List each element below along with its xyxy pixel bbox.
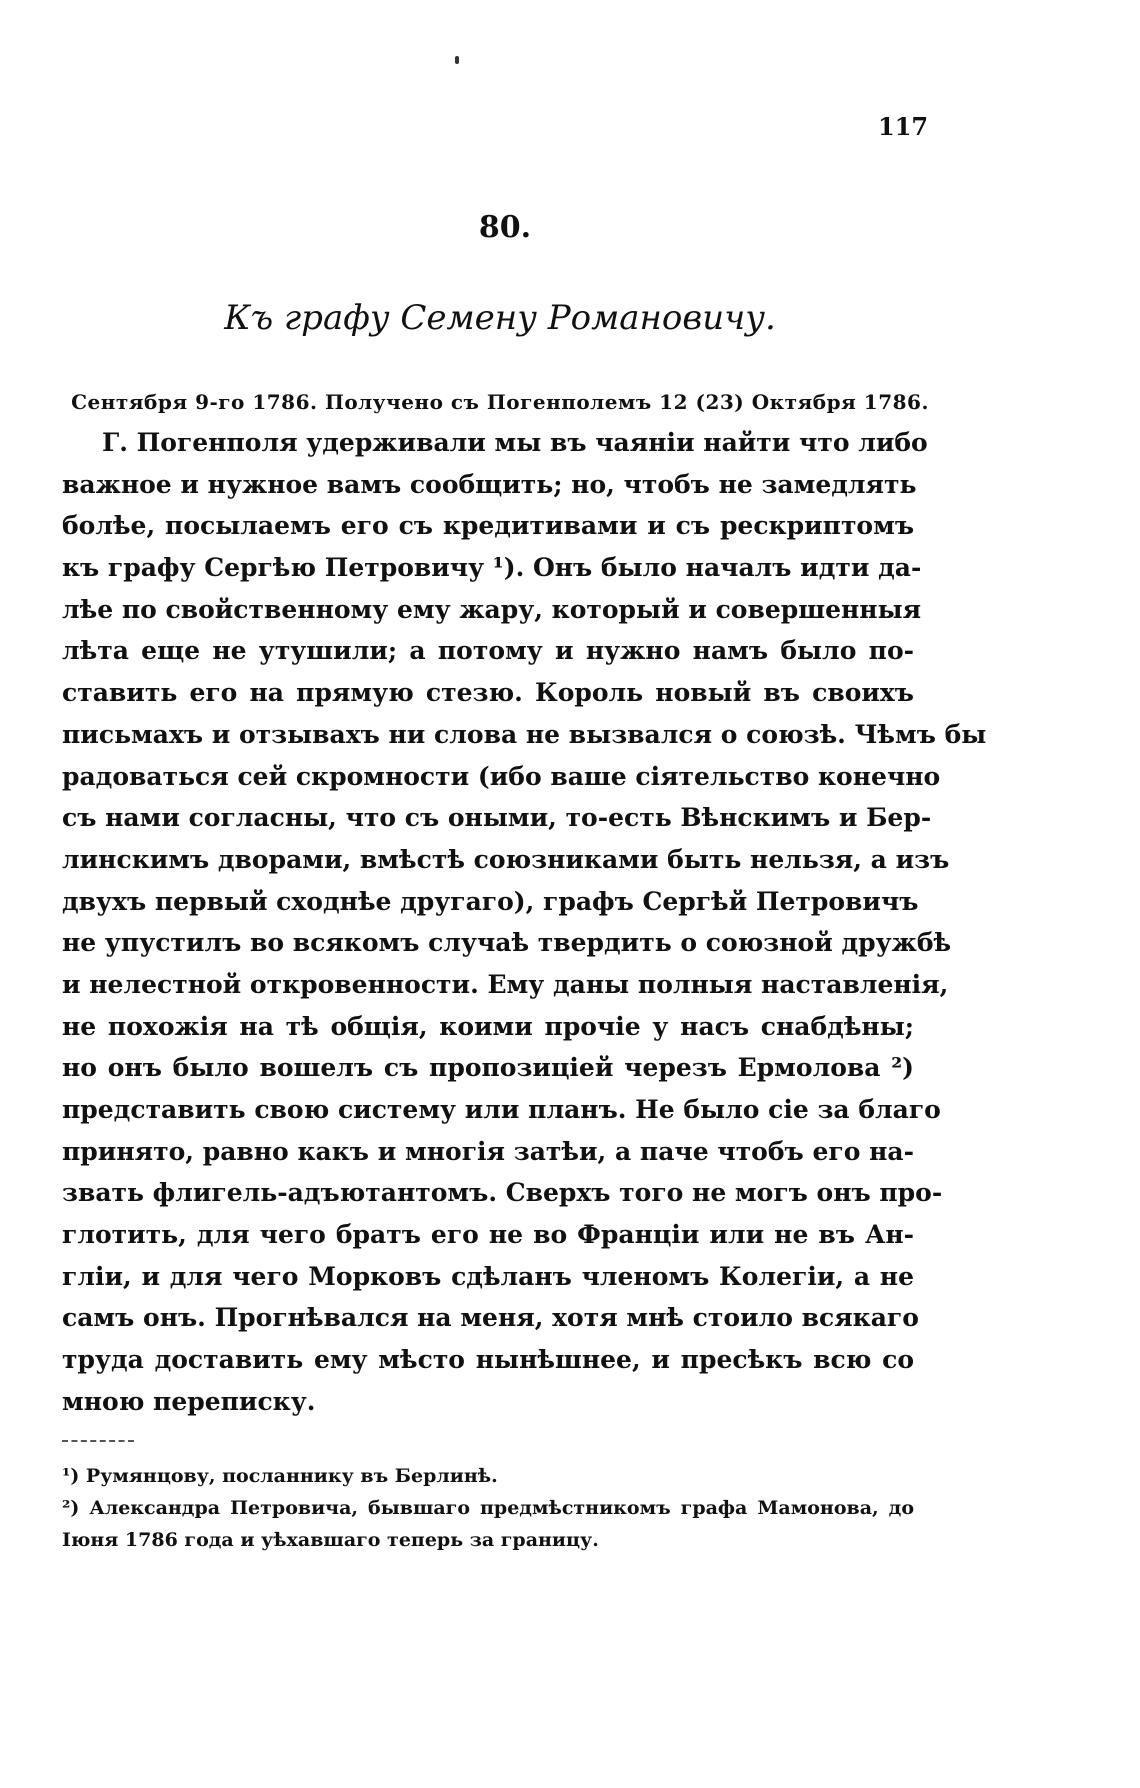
letter-body <box>62 422 987 1423</box>
body-line: представить свою систему или планъ. Не было сіе за благо <box>62 1095 941 1124</box>
body-line: письмахъ и отзывахъ ни слова не вызвался о союзѣ. Чѣмъ бы <box>62 719 987 749</box>
body-line: лѣта еще не утушили; а потому и нужно намъ было по- <box>62 636 914 666</box>
body-line: къ графу Сергѣю Петровичу ¹). Онъ было началъ идти да- <box>62 553 922 583</box>
body-line: линскимъ дворами, вмѣстѣ союзниками быть нельзя, а изъ <box>62 844 950 874</box>
ink-speck <box>455 56 459 64</box>
body-line: Г. Погенполя удерживали мы въ чаяніи найти что либо <box>102 428 928 457</box>
body-line: труда доставить ему мѣсто нынѣшнее, и пресѣкъ всю со <box>62 1345 914 1375</box>
body-line: болѣе, посылаемъ его съ кредитивами и съ рескриптомъ <box>62 511 914 541</box>
body-line: гліи, и для чего Морковъ сдѣланъ членомъ Колегіи, а не <box>62 1261 914 1291</box>
body-line: мною переписку. <box>62 1386 316 1416</box>
body-line: ставить его на прямую стезю. Король новый въ своихъ <box>62 678 914 708</box>
body-line: важное и нужное вамъ сообщить; но, чтобъ не замедлять <box>62 469 917 499</box>
body-line: двухъ первый сходнѣе другаго), графъ Сергѣй Петровичъ <box>62 886 919 916</box>
body-line: съ нами согласны, что съ оными, то-есть Вѣнскимъ и Бер- <box>62 803 932 833</box>
body-line: радоваться сей скромности (ибо ваше сіятельство конечно <box>62 761 941 791</box>
body-line: но онъ было вошелъ съ пропозиціей черезъ Ермолова ²) <box>62 1053 914 1083</box>
body-line: принято, равно какъ и многія затѣи, а паче чтобъ его на- <box>62 1136 914 1166</box>
letter-title: Къ графу Семену Романовичу. <box>224 298 776 338</box>
body-line: звать флигель-адъютантомъ. Сверхъ того не могъ онъ про- <box>62 1178 943 1208</box>
body-line: не похожія на тѣ общія, коими прочіе у насъ снабдѣны; <box>62 1011 914 1041</box>
body-line: и нелестной откровенности. Ему даны полныя наставленія, <box>62 969 949 999</box>
footnote-2: ²) Александра Петровича, бывшаго предмѣстникомъ графа Мамонова, до <box>62 1497 914 1519</box>
body-line: самъ онъ. Прогнѣвался на меня, хотя мнѣ стоило всякаго <box>62 1303 919 1333</box>
footnotes <box>62 1460 914 1556</box>
body-line: глотить, для чего братъ его не во Франціи или не въ Ан- <box>62 1220 914 1250</box>
dateline: Сентября 9-го 1786. Получено съ Погенполемъ 12 (23) Октября 1786. <box>71 390 929 414</box>
letter-number: 80. <box>478 210 532 245</box>
page-number: 117 <box>878 112 929 141</box>
body-line: лѣе по свойственному ему жару, который и совершенныя <box>62 594 922 624</box>
body-line: не упустилъ во всякомъ случаѣ твердить о союзной дружбѣ <box>62 928 952 958</box>
footnote-2-continued: Іюня 1786 года и уѣхавшаго теперь за границу. <box>62 1529 599 1551</box>
footnote-1: ¹) Румянцову, посланнику въ Берлинѣ. <box>62 1465 498 1487</box>
footnote-divider <box>62 1440 134 1442</box>
